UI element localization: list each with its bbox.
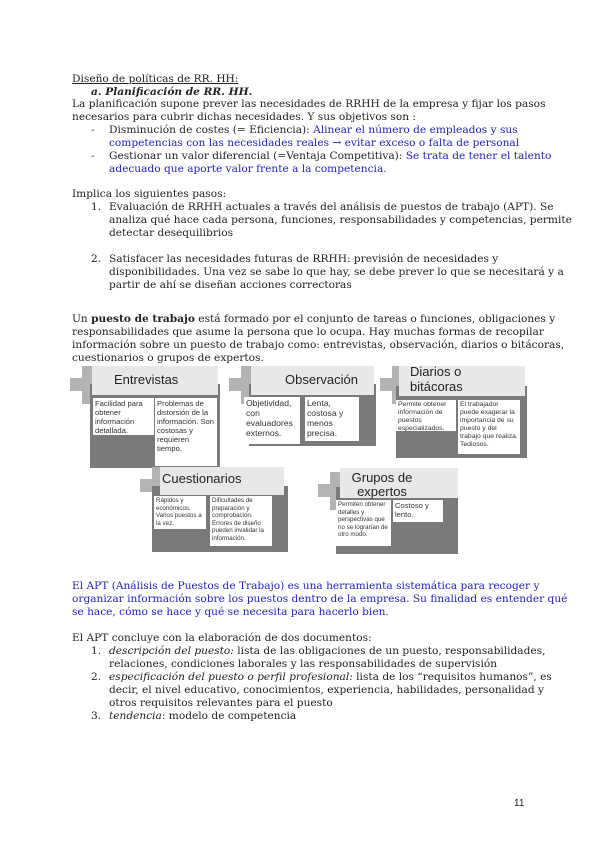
puesto-line: responsabilidades que asume la persona que lo ocupa. Hay muchas formas de recopilar [72,326,544,338]
step-number: 1. [91,201,102,213]
puesto-term: puesto de trabajo [91,313,195,325]
apt-line: se hace, cómo se hace y qué se necesita para hacerlo bien. [72,606,389,618]
puesto-post: está formado por el conjunto de tareas o funciones, obligaciones y [194,313,556,325]
step-line: Evaluación de RRHH actuales a través del análisis de puestos de trabajo (APT). Se [109,201,554,213]
method-cons: Lenta, costosa y menos precisa. [305,397,359,441]
puesto-pre: Un [72,313,92,325]
doc-term: especificación del puesto o perfil profesional: [109,671,353,683]
method-title: Observación [285,372,358,387]
step-line: analiza qué hace cada persona, funciones, responsabilidades y competencias, permite [109,214,572,226]
objective-detail: competencias con las necesidades reales → evitar exceso o falta de personal [109,137,520,149]
bullet-dash: - [91,150,95,162]
page-number: 11 [514,798,525,809]
method-title: Diarios o bitácoras [410,364,463,394]
puesto-line: información sobre un puesto de trabajo como: entrevistas, observación, diarios o bitácoras, [72,339,565,351]
method-pros: Objetividad, con evaluadores externos. [244,397,300,444]
subsection-heading: a. Planificación de RR. HH. [91,86,253,98]
doc-text: lista de los “requisitos humanos”, es [352,671,552,683]
method-pros: Permite obtener información de puestos especializados. [396,400,456,431]
objective-detail: Se trata de tener el talento [405,150,552,162]
step-line: Satisfacer las necesidades futuras de RRHH: previsión de necesidades y [109,253,499,265]
method-title: Entrevistas [114,372,179,387]
doc-item [109,710,296,723]
doc-item [109,645,545,658]
steps-intro: Implica los siguientes pasos: [72,188,227,200]
doc-line: relaciones, condiciones laborales y las responsabilidades de supervisión [109,658,498,670]
step-line: disponibilidades. Una vez se sabe lo que hay, se debe prever lo que se necesitará y a [109,266,564,278]
doc-number: 1. [91,645,102,657]
section-heading: Diseño de políticas de RR. HH: [72,73,239,85]
doc-text: : modelo de competencia [161,710,297,722]
method-title: Grupos de expertos [351,470,413,499]
apt-line: El APT (Análisis de Puestos de Trabajo) es una herramienta sistemática para recoger y [72,580,540,592]
doc-number: 3. [91,710,102,722]
doc-term: tendencia [109,710,162,722]
method-pros: Rápidos y económicos. Varios puestos a la vez. [154,496,206,529]
doc-number: 2. [91,671,102,683]
method-title: Cuestionarios [162,471,242,486]
doc-line: otros requisitos relevantes para el puesto [109,697,333,709]
method-cons: Dificultades de preparación y comprobación. Errores de diseño pueden invalidar la información. [210,496,272,546]
intro-line: necesarios para cubrir dichas necesidades. Y sus objetivos son : [72,111,416,123]
intro-line: La planificación supone prever las necesidades de RRHH de la empresa y fijar los pasos [72,98,546,110]
objective-label: Gestionar un valor diferencial (=Ventaja Competitiva): [109,150,406,162]
objective-label: Disminución de costes (= Eficiencia): [109,124,314,136]
objective-detail: Alinear el número de empleados y sus [313,124,518,136]
objective-item [109,124,518,137]
doc-item [109,671,552,684]
method-cons: El trabajador puede exagerar la importancia de su puesto y del trabajo que realiza. Tediosos. [458,400,520,454]
docs-intro: El APT concluye con la elaboración de dos documentos: [72,632,372,644]
doc-line: decir, el nivel educativo, conocimientos, experiencia, habilidades, personalidad y [109,684,544,696]
apt-line: organizar información sobre los puestos dentro de la empresa. Su finalidad es entender qué [72,593,568,605]
step-line: detectar desequilibrios [109,227,234,239]
doc-term: descripción del puesto: [109,645,234,657]
objective-item [109,150,551,163]
objective-detail: adecuado que aporte valor frente a la competencia. [109,163,387,175]
step-number: 2. [91,253,102,265]
method-pros: Facilidad para obtener información detallada. [93,398,154,435]
bullet-dash: - [91,124,95,136]
method-pros: Permiten obtener detalles y perspectivas que no se lograrían de otro modo. [336,500,391,546]
step-line: partir de ahí se diseñan acciones correctoras [109,279,352,291]
doc-text: lista de las obligaciones de un puesto, responsabilidades, [233,645,546,657]
method-cons: Costoso y lento. [393,500,443,522]
puesto-line: cuestionarios o grupos de expertos. [72,352,264,364]
method-cons: Problemas de distorsión de la información. Son costosas y requieren tiempo. [155,398,217,466]
puesto-paragraph [72,313,555,326]
